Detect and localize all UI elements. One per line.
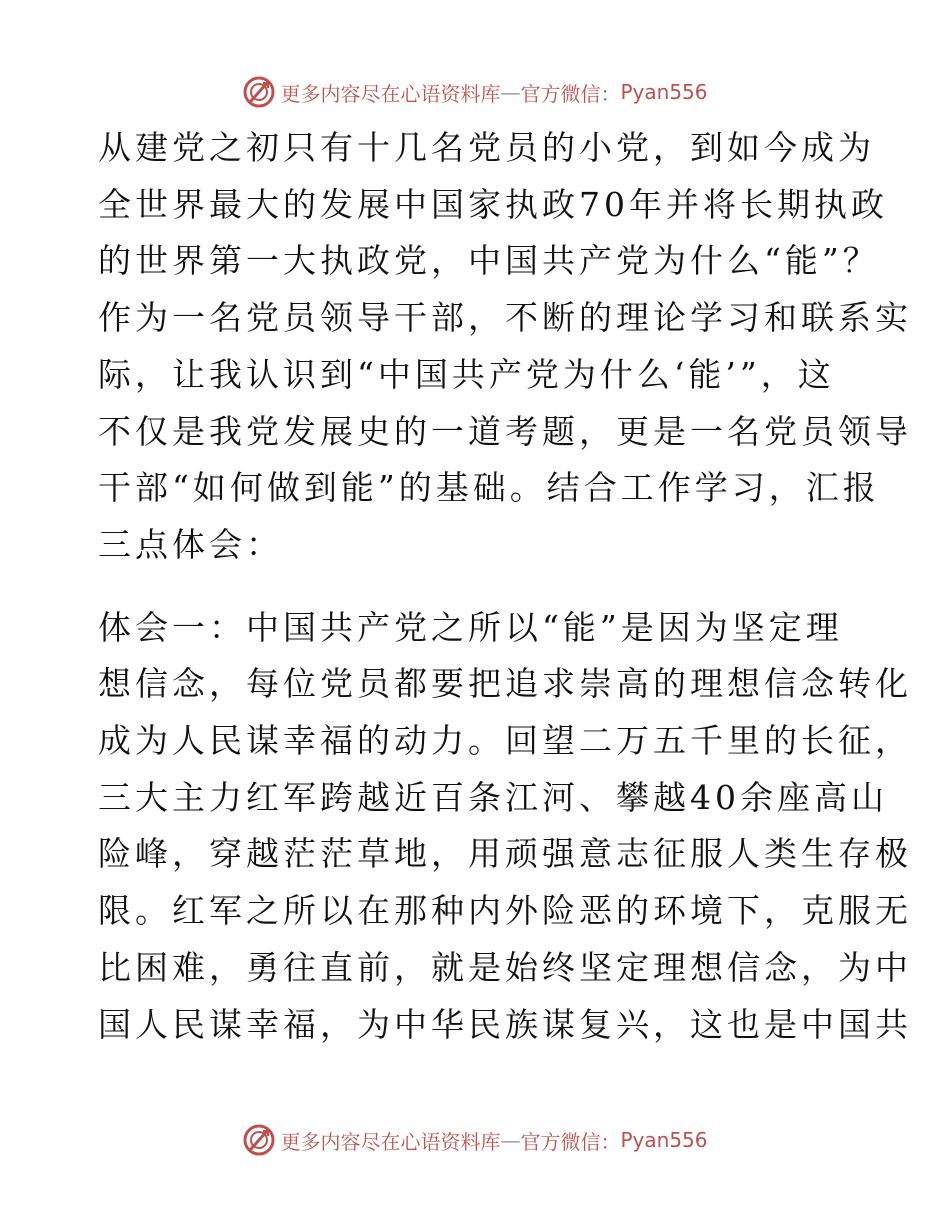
watermark-wechat-text: 官方微信： bbox=[520, 1129, 621, 1154]
watermark-separator: — bbox=[500, 80, 521, 104]
text-line: 三大主力红军跨越近百条江河、攀越40余座高山 bbox=[98, 777, 888, 817]
watermark-site-text: 更多内容尽在心语资料库 bbox=[280, 81, 501, 106]
watermark-account: Pyan556 bbox=[620, 80, 708, 104]
text-line: 三点体会： bbox=[98, 524, 283, 564]
text-line: 险峰，穿越茫茫草地，用顽强意志征服人类生存极 bbox=[98, 834, 912, 874]
text-line: 从建党之初只有十几名党员的小党，到如今成为 bbox=[98, 128, 875, 167]
text-line: 作为一名党员领导干部，不断的理论学习和联系实 bbox=[98, 298, 912, 338]
seal-logo-icon bbox=[242, 75, 276, 109]
text-line: 干部“如何做到能”的基础。结合工作学习，汇报 bbox=[98, 468, 880, 508]
seal-logo-icon bbox=[242, 1123, 276, 1157]
text-line: 国人民谋幸福，为中华民族谋复兴，这也是中国共 bbox=[98, 1004, 912, 1044]
text-line: 的世界第一大执政党，中国共产党为什么“能”？ bbox=[98, 241, 880, 281]
text-line: 比困难，勇往直前，就是始终坚定理想信念，为中 bbox=[98, 947, 912, 987]
text-line: 际，让我认识到“中国共产党为什么‘能’”，这 bbox=[98, 354, 835, 394]
watermark-wechat-text: 官方微信： bbox=[520, 81, 621, 106]
text-line: 全世界最大的发展中国家执政70年并将长期执政 bbox=[98, 184, 888, 224]
paragraph bbox=[98, 120, 912, 574]
watermark-separator: — bbox=[500, 1128, 521, 1152]
text-line: 体会一：中国共产党之所以“能”是因为坚定理 bbox=[98, 607, 843, 647]
paragraph bbox=[98, 600, 912, 1054]
document-body bbox=[98, 120, 912, 1053]
text-line: 成为人民谋幸福的动力。回望二万五千里的长征， bbox=[98, 721, 912, 761]
text-line: 想信念，每位党员都要把追求崇高的理想信念转化 bbox=[98, 664, 912, 704]
text-line: 限。红军之所以在那种内外险恶的环境下，克服无 bbox=[98, 891, 912, 931]
footer-watermark bbox=[0, 1120, 950, 1160]
text-line: 不仅是我党发展史的一道考题，更是一名党员领导 bbox=[98, 411, 912, 451]
watermark-site-text: 更多内容尽在心语资料库 bbox=[280, 1129, 501, 1154]
watermark-account: Pyan556 bbox=[620, 1128, 708, 1152]
header-watermark bbox=[0, 72, 950, 112]
